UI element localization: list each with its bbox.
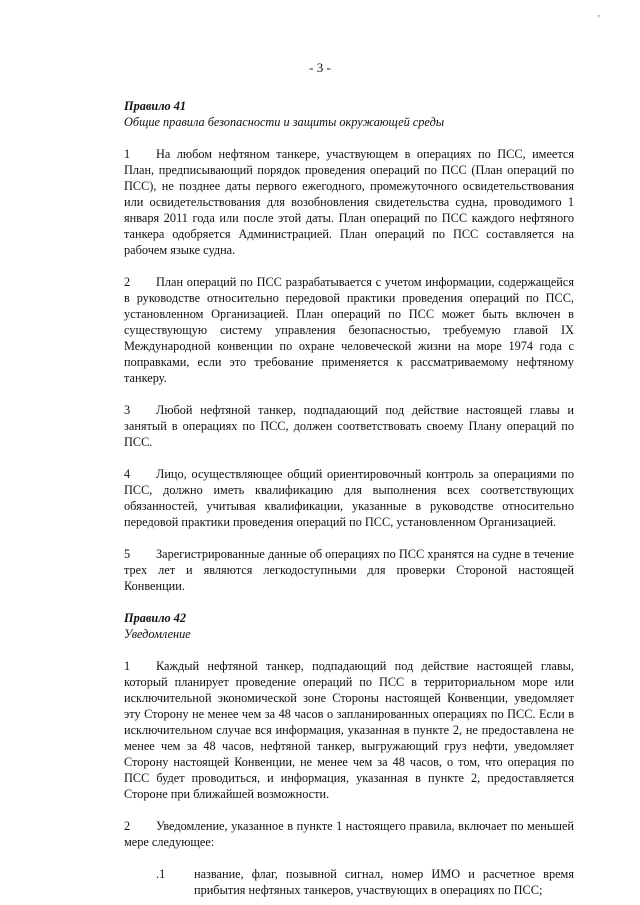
- rule-42-subtitle: Уведомление: [124, 627, 191, 641]
- subitem-number: .1: [156, 867, 166, 881]
- paragraph-number: 1: [124, 659, 131, 673]
- rule-42-section: [124, 610, 574, 898]
- subitem-text: название, флаг, позывной сигнал, номер ИМО и расчетное время прибытия нефтяных танкеров, участвующих в операциях по ПСС;: [194, 867, 574, 897]
- paragraph-number: 5: [124, 547, 131, 561]
- rule-42-paragraph-1: [124, 658, 574, 802]
- paragraph-number: 2: [124, 275, 131, 289]
- document-body: [124, 98, 574, 898]
- paragraph-number: 3: [124, 403, 131, 417]
- rule-41-paragraph-5: [124, 546, 574, 594]
- rule-41-paragraph-2: [124, 274, 574, 386]
- paragraph-number: 2: [124, 819, 131, 833]
- rule-41-section: [124, 98, 574, 594]
- rule-42-title: Правило 42: [124, 611, 187, 625]
- paragraph-number: 4: [124, 467, 131, 481]
- corner-mark: ': [598, 14, 600, 25]
- rule-41-subtitle: Общие правила безопасности и защиты окружающей среды: [124, 115, 445, 129]
- rule-42-paragraph-2: [124, 818, 574, 850]
- paragraph-text: Любой нефтяной танкер, подпадающий под действие настоящей главы и занятый в операциях по ПСС, должен соответствовать своему Плану операций по ПСС.: [124, 403, 574, 449]
- paragraph-text: План операций по ПСС разрабатывается с учетом информации, содержащейся в руководстве относительно передовой практики проведения операций по ПСС, установленном Организацией. План операций по ПСС может быть включен в существующую систему управления безопасностью, требуемую главой IX Международной конвенции по охране человеческой жизни на море 1974 года с поправками, если это требование применяется к рассматриваемому нефтяному танкеру.: [124, 275, 574, 385]
- paragraph-text: Лицо, осуществляющее общий ориентировочный контроль за операциями по ПСС, должно иметь квалификацию для выполнения всех соответствующих обязанностей, учитывая квалификации, указанные в руководстве относительно передовой практики проведения операций по ПСС, установленном Организацией.: [124, 467, 574, 529]
- rule-41-paragraph-3: [124, 402, 574, 450]
- paragraph-number: 1: [124, 147, 131, 161]
- paragraph-text: Зарегистрированные данные об операциях по ПСС хранятся на судне в течение трех лет и являются легкодоступными для проверки Стороной настоящей Конвенции.: [124, 547, 574, 593]
- paragraph-text: Каждый нефтяной танкер, подпадающий под действие настоящей главы, который планирует проведение операций по ПСС в территориальном море или исключительной экономической зоне Стороны настоящей Конвенции, уведомляет эту Сторону не менее чем за 48 часов о запланированных операциях по ПСС. Если в исключительном случае вся информация, указанная в пункте 2, не предоставлена не менее чем за 48 часов, нефтяной танкер, выгружающий груз нефти, уведомляет Сторону настоящей Конвенции, не менее чем за 48 часов, о том, что операция по ПСС будет проводиться, и информация, указанная в пункте 2, предоставляется Стороне при ближайшей возможности.: [124, 659, 574, 801]
- rule-41-title: Правило 41: [124, 99, 187, 113]
- rule-42-subitem-1: [156, 866, 574, 898]
- page-number: - 3 -: [309, 60, 331, 75]
- paragraph-text: На любом нефтяном танкере, участвующем в операциях по ПСС, имеется План, предписывающий порядок проведения операций по ПСС (План операций по ПСС), не позднее даты первого ежегодного, промежуточного освидетельствования или освидетельствования для возобновления свидетельства судна, проводимого 1 января 2011 года или после этой даты. План операций по ПСС каждого нефтяного танкера одобряется Администрацией. План операций по ПСС составляется на рабочем языке судна.: [124, 147, 574, 257]
- rule-41-paragraph-1: [124, 146, 574, 258]
- paragraph-text: Уведомление, указанное в пункте 1 настоящего правила, включает по меньшей мере следующее:: [124, 819, 574, 849]
- rule-41-paragraph-4: [124, 466, 574, 530]
